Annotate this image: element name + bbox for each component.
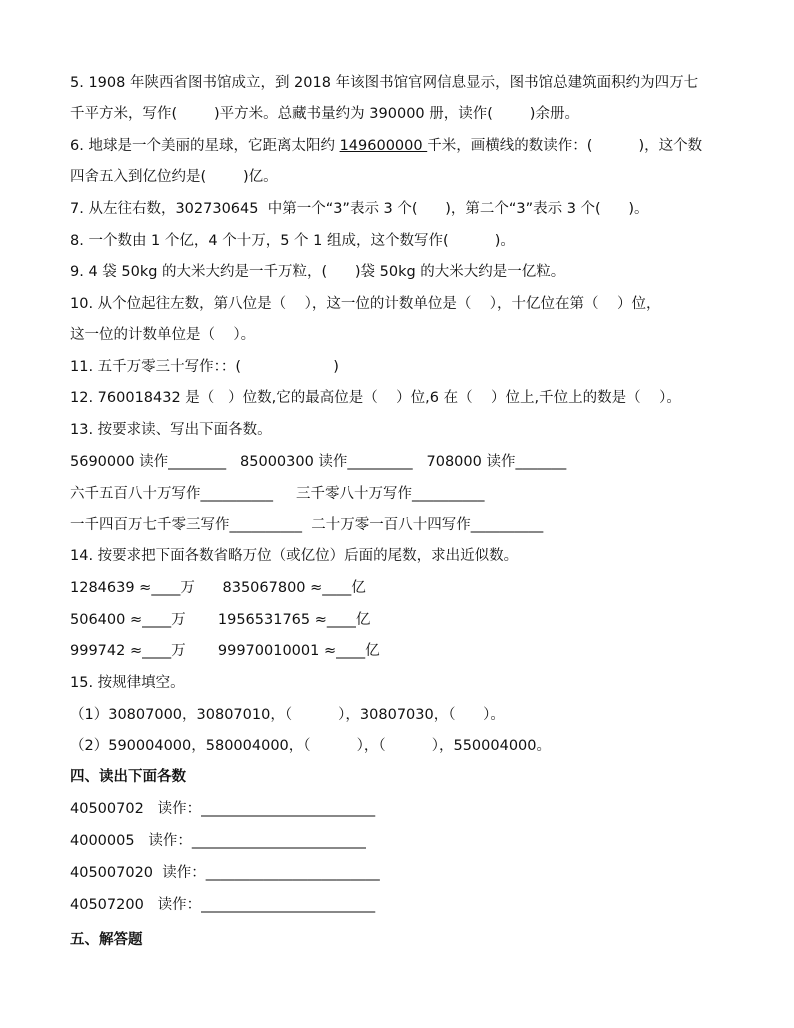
q6-line2: 四舍五入到亿位约是( )亿。 <box>70 169 278 185</box>
q13-row1: 5690000 读作________ 85000300 读作_________ 708000 读作_______ <box>70 454 567 470</box>
q13-title: 13. 按要求读、写出下面各数。 <box>70 422 272 438</box>
q10-line2: 这一位的计数单位是（ ）。 <box>70 327 256 343</box>
q9-text: 9. 4 袋 50kg 的大米大约是一千万粒，( )袋 50kg 的大米大约是一亿粒。 <box>70 264 566 280</box>
q5-line2: 千平方米，写作( )平方米。总藏书量约为 390000 册，读作( )余册。 <box>70 106 579 122</box>
q15-title: 15. 按规律填空。 <box>70 675 185 691</box>
q15-row1: （1）30807000，30807010，（ ），30807030，（ ）。 <box>70 707 505 723</box>
q13-row2: 六千五百八十万写作__________ 三千零八十万写作__________ <box>70 486 485 502</box>
q13-row3: 一千四百万七千零三写作__________ 二十万零一百八十四写作__________ <box>70 517 544 533</box>
q14-row1: 1284639 ≈____万 835067800 ≈____亿 <box>70 580 366 596</box>
section4-title: 四、读出下面各数 <box>70 769 186 785</box>
q6-line1-end: 千米，画横线的数读作：( )，这个数 <box>427 138 703 154</box>
q6-line1-start: 6. 地球是一个美丽的星球，它距离太阳约 <box>70 138 340 154</box>
q15-row2: （2）590004000，580004000，（ ），（ ），550004000。 <box>70 738 551 754</box>
q7-text: 7. 从左往右数，302730645 中第一个“3”表示 3 个( )，第二个“3”表示 3 个( )。 <box>70 201 649 217</box>
section5-title: 五、解答题 <box>70 932 143 948</box>
q14-title: 14. 按要求把下面各数省略万位（或亿位）后面的尾数，求出近似数。 <box>70 548 519 564</box>
q14-row3: 999742 ≈____万 99970010001 ≈____亿 <box>70 643 380 659</box>
section4-row4: 40507200 读作：________________________ <box>70 897 376 913</box>
q12-text: 12. 760018432 是（ ）位数,它的最高位是（ ）位,6 在（ ）位上,千位上的数是（ ）。 <box>70 390 681 406</box>
section4-row1: 40500702 读作：________________________ <box>70 801 376 817</box>
q5-line1: 5. 1908 年陕西省图书馆成立，到 2018 年该图书馆官网信息显示，图书馆总建筑面积约为四万七 <box>70 75 699 91</box>
section4-row3: 405007020 读作：________________________ <box>70 865 380 881</box>
q10-line1: 10. 从个位起往左数，第八位是（ ），这一位的计数单位是（ ），十亿位在第（ ）位， <box>70 296 661 312</box>
q14-row2: 506400 ≈____万 1956531765 ≈____亿 <box>70 612 371 628</box>
q8-text: 8. 一个数由 1 个亿，4 个十万，5 个 1 组成，这个数写作( )。 <box>70 233 515 249</box>
q6-line1 <box>70 136 702 156</box>
q6-underlined-number: 149600000 <box>339 138 428 154</box>
q11-text: 11. 五千万零三十写作：：( ) <box>70 359 339 375</box>
section4-row2: 4000005 读作：________________________ <box>70 833 366 849</box>
